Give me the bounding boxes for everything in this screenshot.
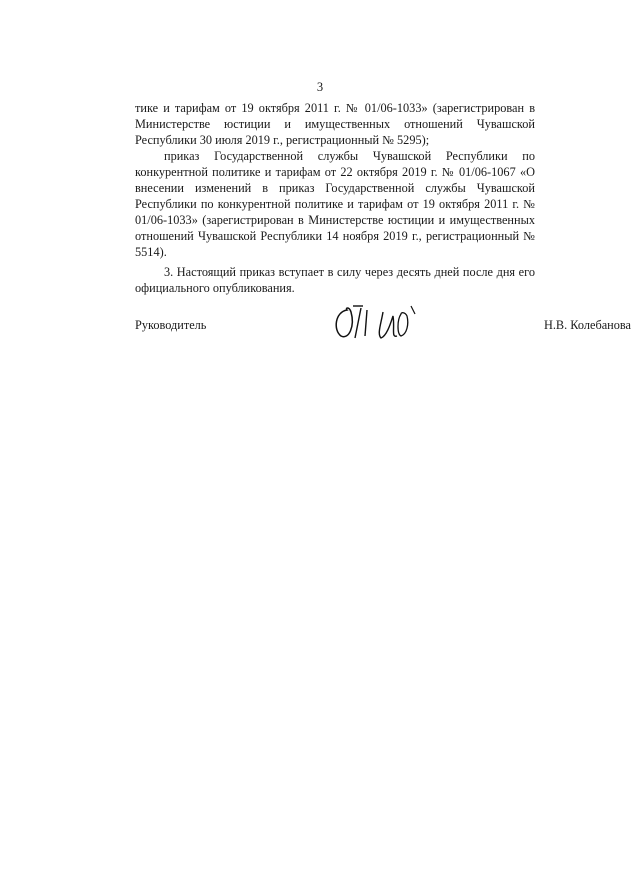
signer-role: Руководитель [135,318,207,332]
paragraph-continuation: тике и тарифам от 19 октября 2011 г. № 01/06-1033» (зарегистрирован в Министерстве юстиции и имущественных отношений Чувашской Республики 30 июля 2019 г., регистрационный № 5295); [135,101,535,147]
handwritten-signature [331,300,431,345]
signer-name: Н.В. Колебанова [543,318,631,332]
paragraph-effective-date: 3. Настоящий приказ вступает в силу через десять дней после дня его официального опубликования. [135,265,535,295]
document-body [135,100,535,296]
signature-block [135,300,631,360]
page-number: 3 [316,80,324,94]
paragraph-order-reference: приказ Государственной службы Чувашской Республики по конкурентной политике и тарифам от 22 октября 2019 г. № 01/06-1067 «О внесении изменений в приказ Государственной службы Чувашской Республики по конкурентной политике и тарифам от 19 октября 2011 г. № 01/06-1033» (зарегистрирован в Министерстве юстиции и имущественных отношений Чувашской Республики 14 ноября 2019 г., регистрационный № 5514). [135,149,535,259]
